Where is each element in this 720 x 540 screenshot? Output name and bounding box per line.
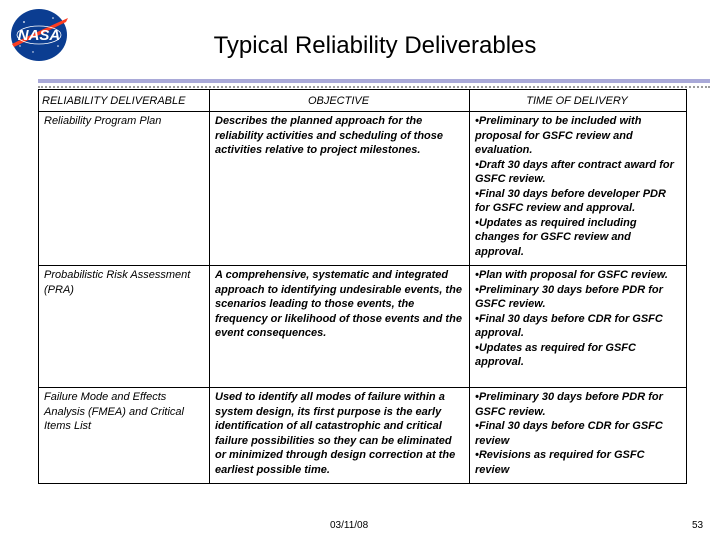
delivery-item: •Preliminary to be included with proposal for GSFC review and evaluation. <box>475 115 642 156</box>
table-row <box>39 388 687 484</box>
title-dotted-rule <box>38 86 710 88</box>
deliverable-cell: Failure Mode and Effects Analysis (FMEA) and Critical Items List <box>39 388 210 484</box>
delivery-cell <box>470 266 687 388</box>
logo-text: NASA <box>17 27 61 44</box>
delivery-item: •Revisions as required for GSFC review <box>475 449 645 476</box>
deliverable-cell: Probabilistic Risk Assessment (PRA) <box>39 266 210 388</box>
header-deliverable: RELIABILITY DELIVERABLE <box>39 90 210 112</box>
delivery-cell <box>470 388 687 484</box>
deliverable-cell: Reliability Program Plan <box>39 112 210 266</box>
delivery-item: •Final 30 days before CDR for GSFC review <box>475 420 663 447</box>
delivery-item: •Draft 30 days after contract award for GSFC review. <box>475 158 674 185</box>
delivery-item: •Updates as required including changes for GSFC review and approval. <box>475 216 637 258</box>
footer-date: 03/11/08 <box>330 520 369 531</box>
delivery-item: •Preliminary 30 days before PDR for GSFC review. <box>475 391 663 418</box>
table-row <box>39 112 687 266</box>
table-header-row <box>39 90 687 112</box>
delivery-item: •Updates as required for GSFC approval. <box>475 341 636 368</box>
page-number: 53 <box>692 520 704 531</box>
delivery-item: •Preliminary 30 days before PDR for GSFC review. <box>475 283 663 310</box>
objective-cell: A comprehensive, systematic and integrated approach to identifying undesirable events, the scenarios leading to those events, the frequency or likelihood of those events and the event consequences. <box>210 266 470 388</box>
header-objective: OBJECTIVE <box>210 90 470 112</box>
nasa-logo <box>6 6 72 64</box>
header-delivery: TIME OF DELIVERY <box>470 90 687 112</box>
delivery-item: •Plan with proposal for GSFC review. <box>475 269 668 281</box>
objective-cell: Describes the planned approach for the reliability activities and scheduling of those activities relative to project milestones. <box>210 112 470 266</box>
objective-cell: Used to identify all modes of failure within a system design, its first purpose is the early identification of all catastrophic and critical failure possibilities so they can be eliminated or minimized through design correction at the earliest possible time. <box>210 388 470 484</box>
delivery-item: •Final 30 days before CDR for GSFC approval. <box>475 312 663 339</box>
delivery-item: •Final 30 days before developer PDR for GSFC review and approval. <box>475 187 666 214</box>
slide-title: Typical Reliability Deliverables <box>213 32 537 59</box>
title-rule <box>38 79 710 83</box>
table-row <box>39 266 687 388</box>
deliverables-table <box>38 89 687 484</box>
delivery-cell <box>470 112 687 266</box>
